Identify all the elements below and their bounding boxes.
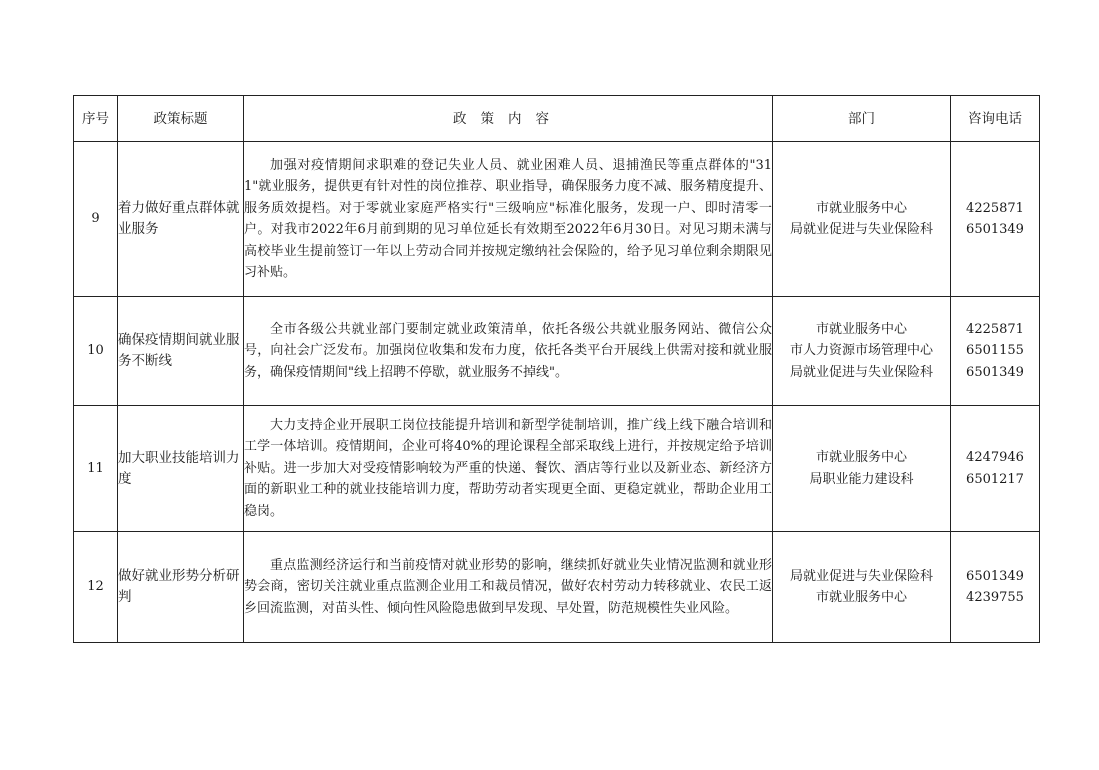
phone-number: 4225871 (966, 200, 1024, 216)
row-content: 重点监测经济运行和当前疫情对就业形势的影响，继续抓好就业失业情况监测和就业形势会商，密切关注就业重点监测企业用工和裁员情况，做好农村劳动力转移就业、农民工返乡回流监测，对苗头性、倾向性风险隐患做到早发现、早处置，防范规模性失业风险。 (244, 532, 773, 643)
phone-number: 4247946 (966, 450, 1024, 465)
row-index: 12 (74, 532, 118, 643)
table-row (74, 532, 1040, 643)
phone-number: 4225871 (966, 321, 1024, 337)
phone-number: 6501349 (966, 568, 1024, 584)
department-name: 市就业服务中心 (815, 200, 907, 216)
header-phone: 咨询电话 (951, 96, 1040, 142)
header-title: 政策标题 (118, 96, 244, 142)
row-title: 做好就业形势分析研判 (118, 532, 244, 643)
table-row (74, 406, 1040, 532)
department-name: 局就业促进与失业保险科 (789, 364, 933, 380)
row-index: 9 (74, 142, 118, 297)
department-name: 市就业服务中心 (815, 590, 907, 605)
row-phones (951, 406, 1040, 532)
row-content: 加强对疫情期间求职难的登记失业人员、就业困难人员、退捕渔民等重点群体的"311"就业服务，提供更有针对性的岗位推荐、职业指导，确保服务力度不减、服务精度提升、服务质效提档。对于零就业家庭严格实行"三级响应"标准化服务，发现一户、即时清零一户。对我市2022年6月前到期的见习单位延长有效期至2022年6月30日。对见习期未满与高校毕业生提前签订一年以上劳动合同并按规定缴纳社会保险的，给予见习单位剩余期限见习补贴。 (244, 142, 773, 297)
row-index: 10 (74, 297, 118, 406)
table-row (74, 297, 1040, 406)
row-content: 大力支持企业开展职工岗位技能提升培训和新型学徒制培训，推广线上线下融合培训和工学一体培训。疫情期间，企业可将40%的理论课程全部采取线上进行，并按规定给予培训补贴。进一步加大对受疫情影响较为严重的快递、餐饮、酒店等行业以及新业态、新经济方面的新职业工种的就业技能培训力度，帮助劳动者实现更全面、更稳定就业，帮助企业用工稳岗。 (244, 406, 773, 532)
row-departments (773, 142, 951, 297)
row-title: 加大职业技能培训力度 (118, 406, 244, 532)
row-phones (951, 142, 1040, 297)
table-header-row (74, 96, 1040, 142)
phone-number: 6501217 (966, 471, 1024, 487)
row-content: 全市各级公共就业部门要制定就业政策清单，依托各级公共就业服务网站、微信公众号，向社会广泛发布。加强岗位收集和发布力度，依托各类平台开展线上供需对接和就业服务，确保疫情期间"线上招聘不停歇，就业服务不掉线"。 (244, 297, 773, 406)
phone-number: 6501155 (966, 343, 1024, 359)
row-index: 11 (74, 406, 118, 532)
phone-number: 6501349 (966, 222, 1024, 237)
department-name: 局就业促进与失业保险科 (789, 222, 933, 237)
department-name: 市就业服务中心 (815, 450, 907, 465)
department-name: 局就业促进与失业保险科 (789, 568, 933, 584)
row-phones (951, 297, 1040, 406)
department-name: 市人力资源市场管理中心 (789, 343, 933, 359)
row-title: 着力做好重点群体就业服务 (118, 142, 244, 297)
row-title: 确保疫情期间就业服务不断线 (118, 297, 244, 406)
row-departments (773, 297, 951, 406)
department-name: 市就业服务中心 (815, 321, 907, 337)
row-phones (951, 532, 1040, 643)
header-department: 部门 (773, 96, 951, 142)
department-name: 局职业能力建设科 (809, 471, 914, 487)
phone-number: 4239755 (966, 590, 1024, 605)
header-content: 政策内容 (244, 96, 773, 142)
table-row (74, 142, 1040, 297)
header-index: 序号 (74, 96, 118, 142)
row-departments (773, 406, 951, 532)
policy-table (73, 95, 1040, 643)
phone-number: 6501349 (966, 364, 1024, 380)
row-departments (773, 532, 951, 643)
